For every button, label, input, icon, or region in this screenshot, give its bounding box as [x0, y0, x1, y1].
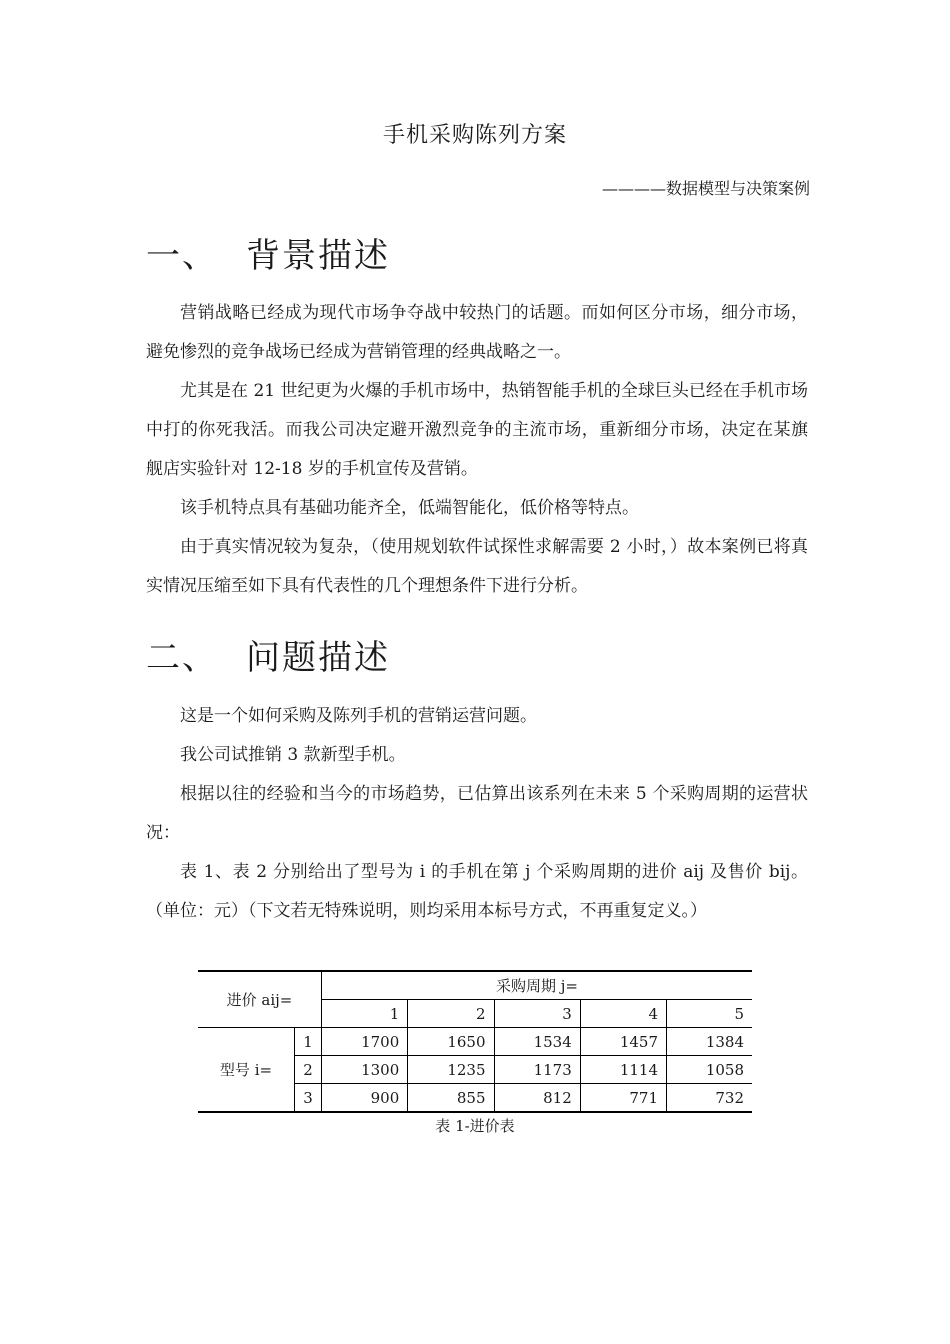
- table-cell: 1700: [322, 1028, 408, 1056]
- table-model-2: 2: [295, 1056, 322, 1084]
- purchase-price-table: [198, 970, 752, 1113]
- section1-title: 背景描述: [246, 236, 390, 276]
- table-cell: 1534: [494, 1028, 580, 1056]
- table-cell: 900: [322, 1084, 408, 1113]
- paragraph: 该手机特点具有基础功能齐全，低端智能化，低价格等特点。: [180, 498, 639, 518]
- table-period-3: 3: [494, 1000, 580, 1028]
- table-period-header: 采购周期 j=: [322, 971, 753, 1000]
- document-subtitle: ————数据模型与决策案例: [601, 179, 810, 198]
- paragraph: 这是一个如何采购及陈列手机的营销运营问题。: [180, 706, 537, 726]
- document-title: 手机采购陈列方案: [382, 123, 567, 148]
- section2-title: 问题描述: [246, 638, 390, 678]
- table-period-5: 5: [667, 1000, 753, 1028]
- table-model-3: 3: [295, 1084, 322, 1113]
- table-caption: 表 1-进价表: [435, 1117, 515, 1135]
- section1-number: 一、: [146, 236, 218, 276]
- table-period-1: 1: [322, 1000, 408, 1028]
- table-cell: 771: [580, 1084, 666, 1113]
- paragraph: 由于真实情况较为复杂，（使用规划软件试探性求解需要 2 小时，）故本案例已将真实情况压缩至如下具有代表性的几个理想条件下进行分析。: [146, 537, 808, 596]
- table-period-2: 2: [408, 1000, 494, 1028]
- table-row-header: 型号 i=: [198, 1028, 295, 1113]
- section1-heading: [146, 228, 390, 277]
- table-cell: 812: [494, 1084, 580, 1113]
- table-cell: 732: [667, 1084, 753, 1113]
- section2-number: 二、: [146, 638, 218, 678]
- table-cell: 1058: [667, 1056, 753, 1084]
- table-corner-label: 进价 aij=: [198, 971, 322, 1028]
- table-cell: 1173: [494, 1056, 580, 1084]
- table-cell: 1650: [408, 1028, 494, 1056]
- table-cell: 1457: [580, 1028, 666, 1056]
- table-cell: 1300: [322, 1056, 408, 1084]
- table-cell: 1384: [667, 1028, 753, 1056]
- table-model-1: 1: [295, 1028, 322, 1056]
- paragraph: 我公司试推销 3 款新型手机。: [180, 745, 406, 765]
- table-row: [198, 1028, 752, 1056]
- table-cell: 1235: [408, 1056, 494, 1084]
- paragraph: 表 1、表 2 分别给出了型号为 i 的手机在第 j 个采购周期的进价 aij 及售价 bij。（单位：元）（下文若无特殊说明，则均采用本标号方式，不再重复定义。）: [146, 862, 808, 921]
- table-period-4: 4: [580, 1000, 666, 1028]
- paragraph: 营销战略已经成为现代市场争夺战中较热门的话题。而如何区分市场，细分市场，避免惨烈的竞争战场已经成为营销管理的经典战略之一。: [146, 303, 808, 362]
- paragraph: 根据以往的经验和当今的市场趋势，已估算出该系列在未来 5 个采购周期的运营状况：: [146, 784, 808, 843]
- section2-heading: [146, 630, 390, 679]
- paragraph: 尤其是在 21 世纪更为火爆的手机市场中，热销智能手机的全球巨头已经在手机市场中打的你死我活。而我公司决定避开激烈竞争的主流市场，重新细分市场，决定在某旗舰店实验针对 12-18 岁的手机宣传及营销。: [146, 381, 808, 479]
- table-cell: 855: [408, 1084, 494, 1113]
- table-cell: 1114: [580, 1056, 666, 1084]
